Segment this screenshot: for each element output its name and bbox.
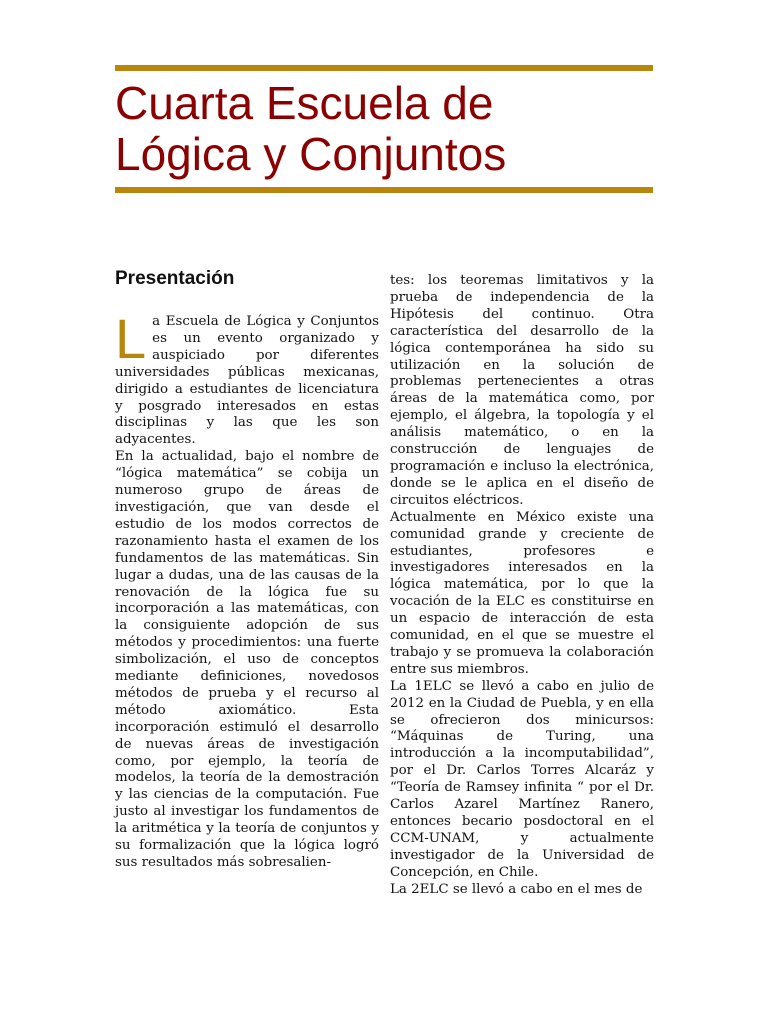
drop-cap: L bbox=[115, 307, 147, 370]
page-title bbox=[115, 78, 675, 180]
right-column bbox=[390, 273, 654, 899]
title-line-1: Cuarta Escuela de bbox=[115, 77, 494, 129]
bottom-rule bbox=[115, 187, 653, 193]
left-column bbox=[115, 266, 379, 872]
top-rule bbox=[115, 65, 653, 71]
paragraph: Actualmente en México existe una comunidad grande y creciente de estudiantes, profesores e investigadores interesados en la lógica matemática, por lo que la vocación de la ELC es constituirse en un espacio de interacción de esta comunidad, en el que se muestre el trabajo y se promueva la colaboración entre sus miembros. bbox=[390, 509, 654, 677]
intro-paragraph bbox=[115, 307, 379, 449]
title-line-2: Lógica y Conjuntos bbox=[115, 128, 507, 180]
paragraph: tes: los teoremas limitativos y la prueba de independencia de la Hipótesis del continuo. Otra característica del desarrollo de la lógica contemporánea ha sido su utilización en la solución de problemas pertenecientes a otras áreas de la matemática como, por ejemplo, el álgebra, la topología y el análisis matemático, o en la construcción de lenguajes de programación e incluso la electrónica, donde se le aplica en el diseño de circuitos eléctricos. bbox=[390, 273, 654, 508]
paragraph: La 2ELC se llevó a cabo en el mes de bbox=[390, 881, 643, 897]
section-heading: Presentación bbox=[115, 268, 235, 289]
paragraph: En la actualidad, bajo el nombre de “lógica matemática” se cobija un numeroso grupo de áreas de investigación, que van desde el estudio de los modos correctos de razonamiento hasta el examen de los fundamentos de las matemáticas. Sin lugar a dudas, una de las causas de la renovación de la lógica fue su incorporación a las matemáticas, con la consiguiente adopción de sus métodos y procedimientos: una fuerte simbolización, el uso de conceptos mediante definiciones, novedosos métodos de prueba y el recurso al método axiomático. Esta incorporación estimuló el desarrollo de nuevas áreas de investigación como, por ejemplo, la teoría de modelos, la teoría de la demostración y las ciencias de la computación. Fue justo al investigar los fundamentos de la aritmética y la teoría de conjuntos y su formalización que la lógica logró sus resultados más sobresalien- bbox=[115, 449, 379, 870]
intro-text: a Escuela de Lógica y Conjuntos es un evento organizado y auspiciado por diferentes universidades públicas mexicanas, dirigido a estudiantes de licenciatura y posgrado interesados en estas disciplinas y las que les son adyacentes. bbox=[115, 314, 379, 448]
paragraph: La 1ELC se llevó a cabo en julio de 2012 en la Ciudad de Puebla, y en ella se ofrecieron dos minicursos: “Máquinas de Turing, una introducción a la incomputabilidad”, por el Dr. Carlos Torres Alcaráz y “Teoría de Ramsey infinita “ por el Dr. Carlos Azarel Martínez Ranero, entonces becario posdoctoral en el CCM-UNAM, y actualmente investigador de la Universidad de Concepción, en Chile. bbox=[390, 678, 654, 880]
